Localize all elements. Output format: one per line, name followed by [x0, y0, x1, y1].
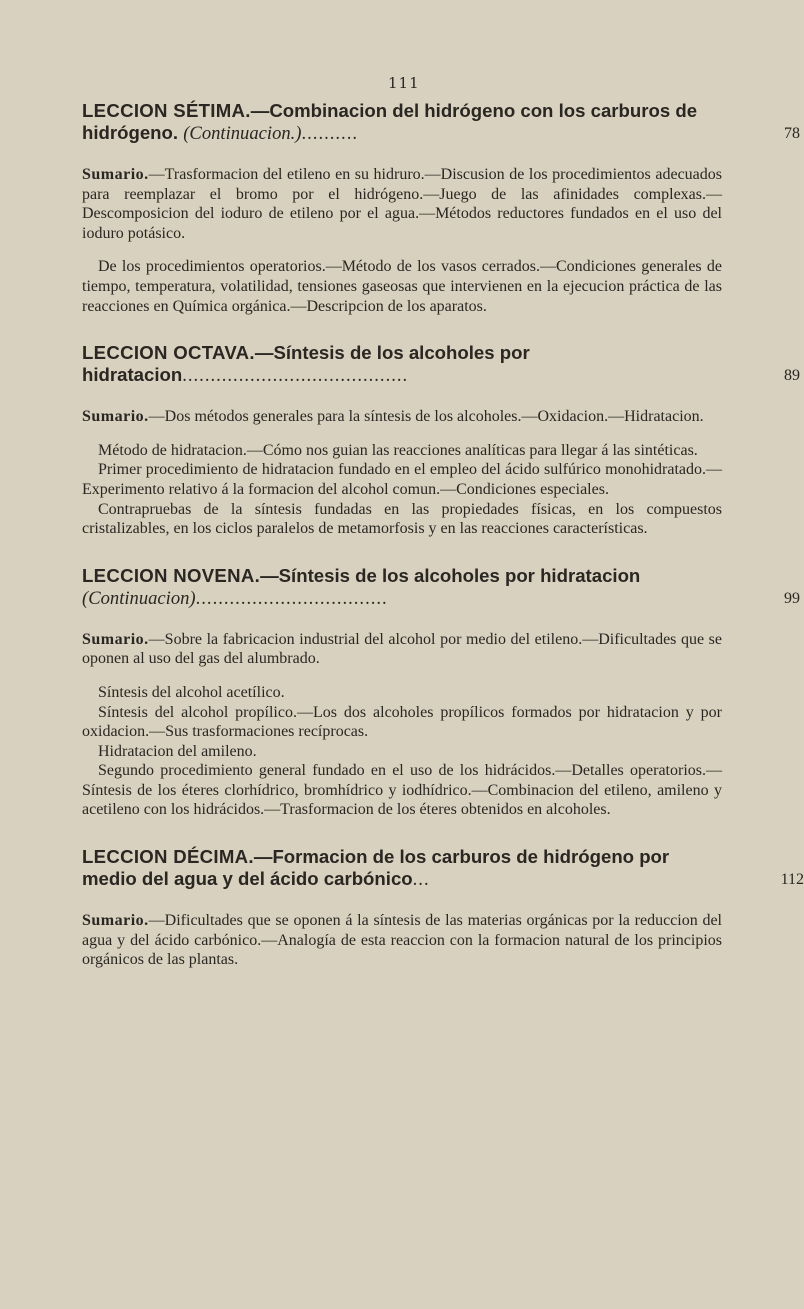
body-paragraph: Hidratacion del amileno.: [98, 742, 257, 760]
lesson-page-number: 99: [784, 589, 800, 607]
body-paragraph: Síntesis del alcohol acetílico.: [98, 683, 285, 701]
sumario-paragraph: [82, 165, 722, 243]
leader-dots: ..........: [301, 123, 358, 144]
page-number: 111: [388, 74, 420, 92]
lesson-continuation: (Continuacion): [82, 587, 196, 609]
lesson-page-number: 78: [784, 125, 800, 142]
lesson-prefix: LECCION SÉTIMA.: [82, 100, 251, 121]
leader-dots: ..................................: [195, 587, 388, 609]
lesson-prefix: LECCION OCTAVA.: [82, 342, 255, 364]
sumario-text: —Dos métodos generales para la síntesis de los alcoholes.—Oxidacion.—Hidratacion.: [148, 408, 704, 426]
sumario-paragraph: [82, 407, 722, 427]
sumario-label: Sumario.: [82, 166, 149, 183]
body-paragraph: Contrapruebas de la síntesis fundadas en las propiedades físicas, en los compuestos cristalizables, en los ciclos paralelos de metamorfosis y en las reacciones características.: [82, 500, 722, 538]
sumario-paragraph: [82, 911, 722, 970]
leader-dots: ...: [412, 869, 430, 891]
lesson-prefix: LECCION DÉCIMA.: [82, 846, 254, 868]
lesson-continuation: (Continuacion.): [183, 123, 302, 144]
lesson-page-number: 89: [784, 367, 800, 385]
body-paragraph: Primer procedimiento de hidratacion fundado en el empleo del ácido sulfúrico monohidratado.—Experimento relativo á la formacion del alcohol comun.—Condiciones especiales.: [82, 461, 722, 498]
lesson-title: —Síntesis de los alcoholes por hidratacion: [260, 564, 641, 586]
body-paragraph: De los procedimientos operatorios.—Método de los vasos cerrados.—Condiciones generales de tiempo, temperatura, volatilidad, tensiones gaseosas que intervienen en la ejecucion práctica de las reacciones en Química orgánica.—Descripcion de los aparatos.: [82, 258, 722, 315]
lesson-heading-decima: [82, 846, 804, 891]
sumario-label: Sumario.: [82, 408, 149, 426]
body-paragraph: Método de hidratacion.—Cómo nos guian las reacciones analíticas para llegar á las sintéticas.: [98, 441, 698, 459]
body-paragraph: Síntesis del alcohol propílico.—Los dos alcoholes propílicos formados por hidratacion y por oxidacion.—Sus trasformaciones recíprocas.: [82, 703, 722, 741]
sumario-text: —Dificultades que se oponen á la síntesis de las materias orgánicas por la reduccion del agua y del ácido carbónico.—Analogía de esta reaccion con la formacion natural de los principios orgánicos de las plantas.: [82, 912, 722, 969]
body-paragraph: Segundo procedimiento general fundado en el uso de los hidrácidos.—Detalles operatorios.—Síntesis de los éteres clorhídrico, bromhídrico y iodhídrico.—Combinacion del etileno, amileno y acetileno con los hidrácidos.—Trasformacion de los éteres obtenidos en alcoholes.: [82, 762, 722, 819]
lesson-title: —Combinacion del hidrógeno con los carburos de hidrógeno.: [82, 100, 698, 143]
leader-dots: ........................................: [182, 365, 409, 387]
lesson-heading-septima: [82, 100, 800, 145]
lesson-heading-octava: [82, 342, 800, 387]
sumario-paragraph: [82, 630, 722, 669]
lesson-title: —Formacion de los carburos de hidrógeno por medio del agua y del ácido carbónico: [82, 846, 670, 890]
lesson-prefix: LECCION NOVENA.: [82, 564, 261, 586]
sumario-label: Sumario.: [82, 630, 149, 648]
lesson-page-number: 112: [780, 871, 804, 889]
sumario-text: —Sobre la fabricacion industrial del alcohol por medio del etileno.—Dificultades que se oponen al uso del gas del alumbrado.: [82, 630, 722, 668]
sumario-text: —Trasformacion del etileno en su hidruro.—Discusion de los procedimientos adecuados para reemplazar el bromo por el hidrógeno.—Juego de las afinidades complexas.—Descomposicion del ioduro de etileno por el agua.—Métodos reductores fundados en el uso del ioduro potásico.: [82, 166, 722, 242]
sumario-label: Sumario.: [82, 912, 149, 930]
table-of-contents: [82, 100, 804, 970]
lesson-heading-novena: [82, 564, 800, 610]
lesson-title: —Síntesis de los alcoholes por hidratacion: [82, 342, 530, 386]
